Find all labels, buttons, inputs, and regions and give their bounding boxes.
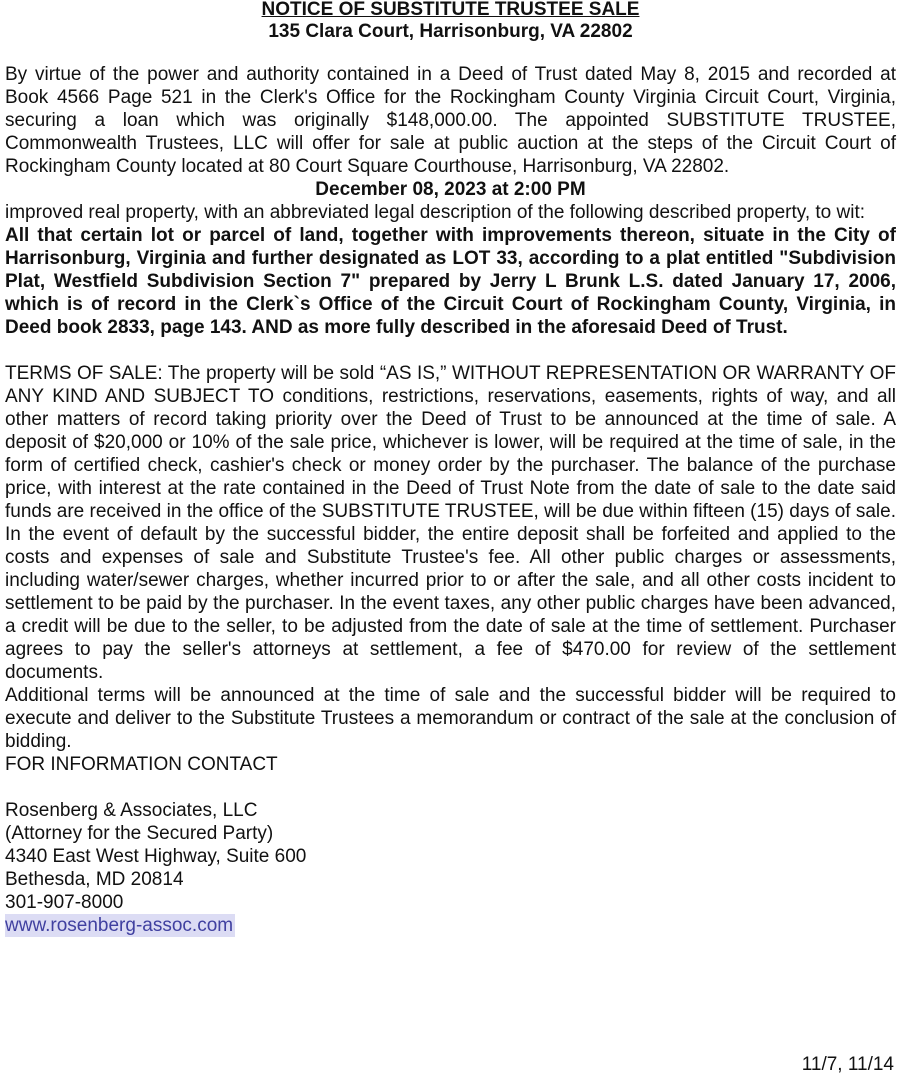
publication-dates: 11/7, 11/14 bbox=[801, 1054, 894, 1075]
additional-terms: Additional terms will be announced at the time of sale and the successful bidder will be required to execute and deliver to the Substitute Trustees a memorandum or contract of the sale at the conclusion of bidding. bbox=[5, 685, 896, 752]
notice-title: NOTICE OF SUBSTITUTE TRUSTEE SALE bbox=[261, 0, 640, 20]
sale-datetime: December 08, 2023 at 2:00 PM bbox=[315, 179, 586, 200]
contact-block bbox=[5, 799, 896, 937]
website-link[interactable]: www.rosenberg-assoc.com bbox=[5, 915, 234, 936]
contact-role: (Attorney for the Secured Party) bbox=[5, 823, 274, 844]
legal-notice bbox=[5, 0, 896, 937]
legal-description: All that certain lot or parcel of land, together with improvements thereon, situate in the City of Harrisonburg, Virginia and further designated as LOT 33, according to a plat entitled "Subdivision Plat, Westfield Subdivision Section 7" prepared by Jerry L Brunk L.S. dated January 17, 2006, which is of record in the Clerk`s Office of the Circuit Court of Rockingham County, Virginia, in Deed book 2833, page 143. AND as more fully described in the aforesaid Deed of Trust. bbox=[5, 225, 896, 338]
contact-heading: FOR INFORMATION CONTACT bbox=[5, 754, 278, 775]
terms-of-sale: TERMS OF SALE: The property will be sold “AS IS,” WITHOUT REPRESENTATION OR WARRANTY OF ANY KIND AND SUBJECT TO conditions, restrictions, reservations, easements, rights of way, and all other matters of record taking priority over the Deed of Trust to be announced at the time of sale. A deposit of $20,000 or 10% of the sale price, whichever is lower, will be required at the time of sale, in the form of certified check, cashier's check or money order by the purchaser. The balance of the purchase price, with interest at the rate contained in the Deed of Trust Note from the date of sale to the date said funds are received in the office of the SUBSTITUTE TRUSTEE, will be due within fifteen (15) days of sale. In the event of default by the successful bidder, the entire deposit shall be forfeited and applied to the costs and expenses of sale and Substitute Trustee's fee. All other public charges or assessments, including water/sewer charges, whether incurred prior to or after the sale, and all other costs incident to settlement to be paid by the purchaser. In the event taxes, any other public charges have been advanced, a credit will be due to the seller, to be adjusted from the date of sale at the time of settlement. Purchaser agrees to pay the seller's attorneys at settlement, a fee of $470.00 for review of the settlement documents. bbox=[5, 363, 896, 683]
contact-phone: 301-907-8000 bbox=[5, 892, 124, 913]
contact-street: 4340 East West Highway, Suite 600 bbox=[5, 846, 307, 867]
paragraph-spacer bbox=[5, 776, 896, 799]
property-address: 135 Clara Court, Harrisonburg, VA 22802 bbox=[268, 21, 633, 42]
paragraph-spacer bbox=[5, 339, 896, 362]
intro-paragraph: By virtue of the power and authority contained in a Deed of Trust dated May 8, 2015 and recorded at Book 4566 Page 521 in the Clerk's Office for the Rockingham County Virginia Circuit Court, Virginia, securing a loan which was originally $148,000.00. The appointed SUBSTITUTE TRUSTEE, Commonwealth Trustees, LLC will offer for sale at public auction at the steps of the Circuit Court of Rockingham County located at 80 Court Square Courthouse, Harrisonburg, VA 22802. bbox=[5, 64, 896, 177]
contact-city: Bethesda, MD 20814 bbox=[5, 869, 184, 890]
contact-firm: Rosenberg & Associates, LLC bbox=[5, 800, 258, 821]
property-intro: improved real property, with an abbreviated legal description of the following described property, to wit: bbox=[5, 202, 866, 223]
